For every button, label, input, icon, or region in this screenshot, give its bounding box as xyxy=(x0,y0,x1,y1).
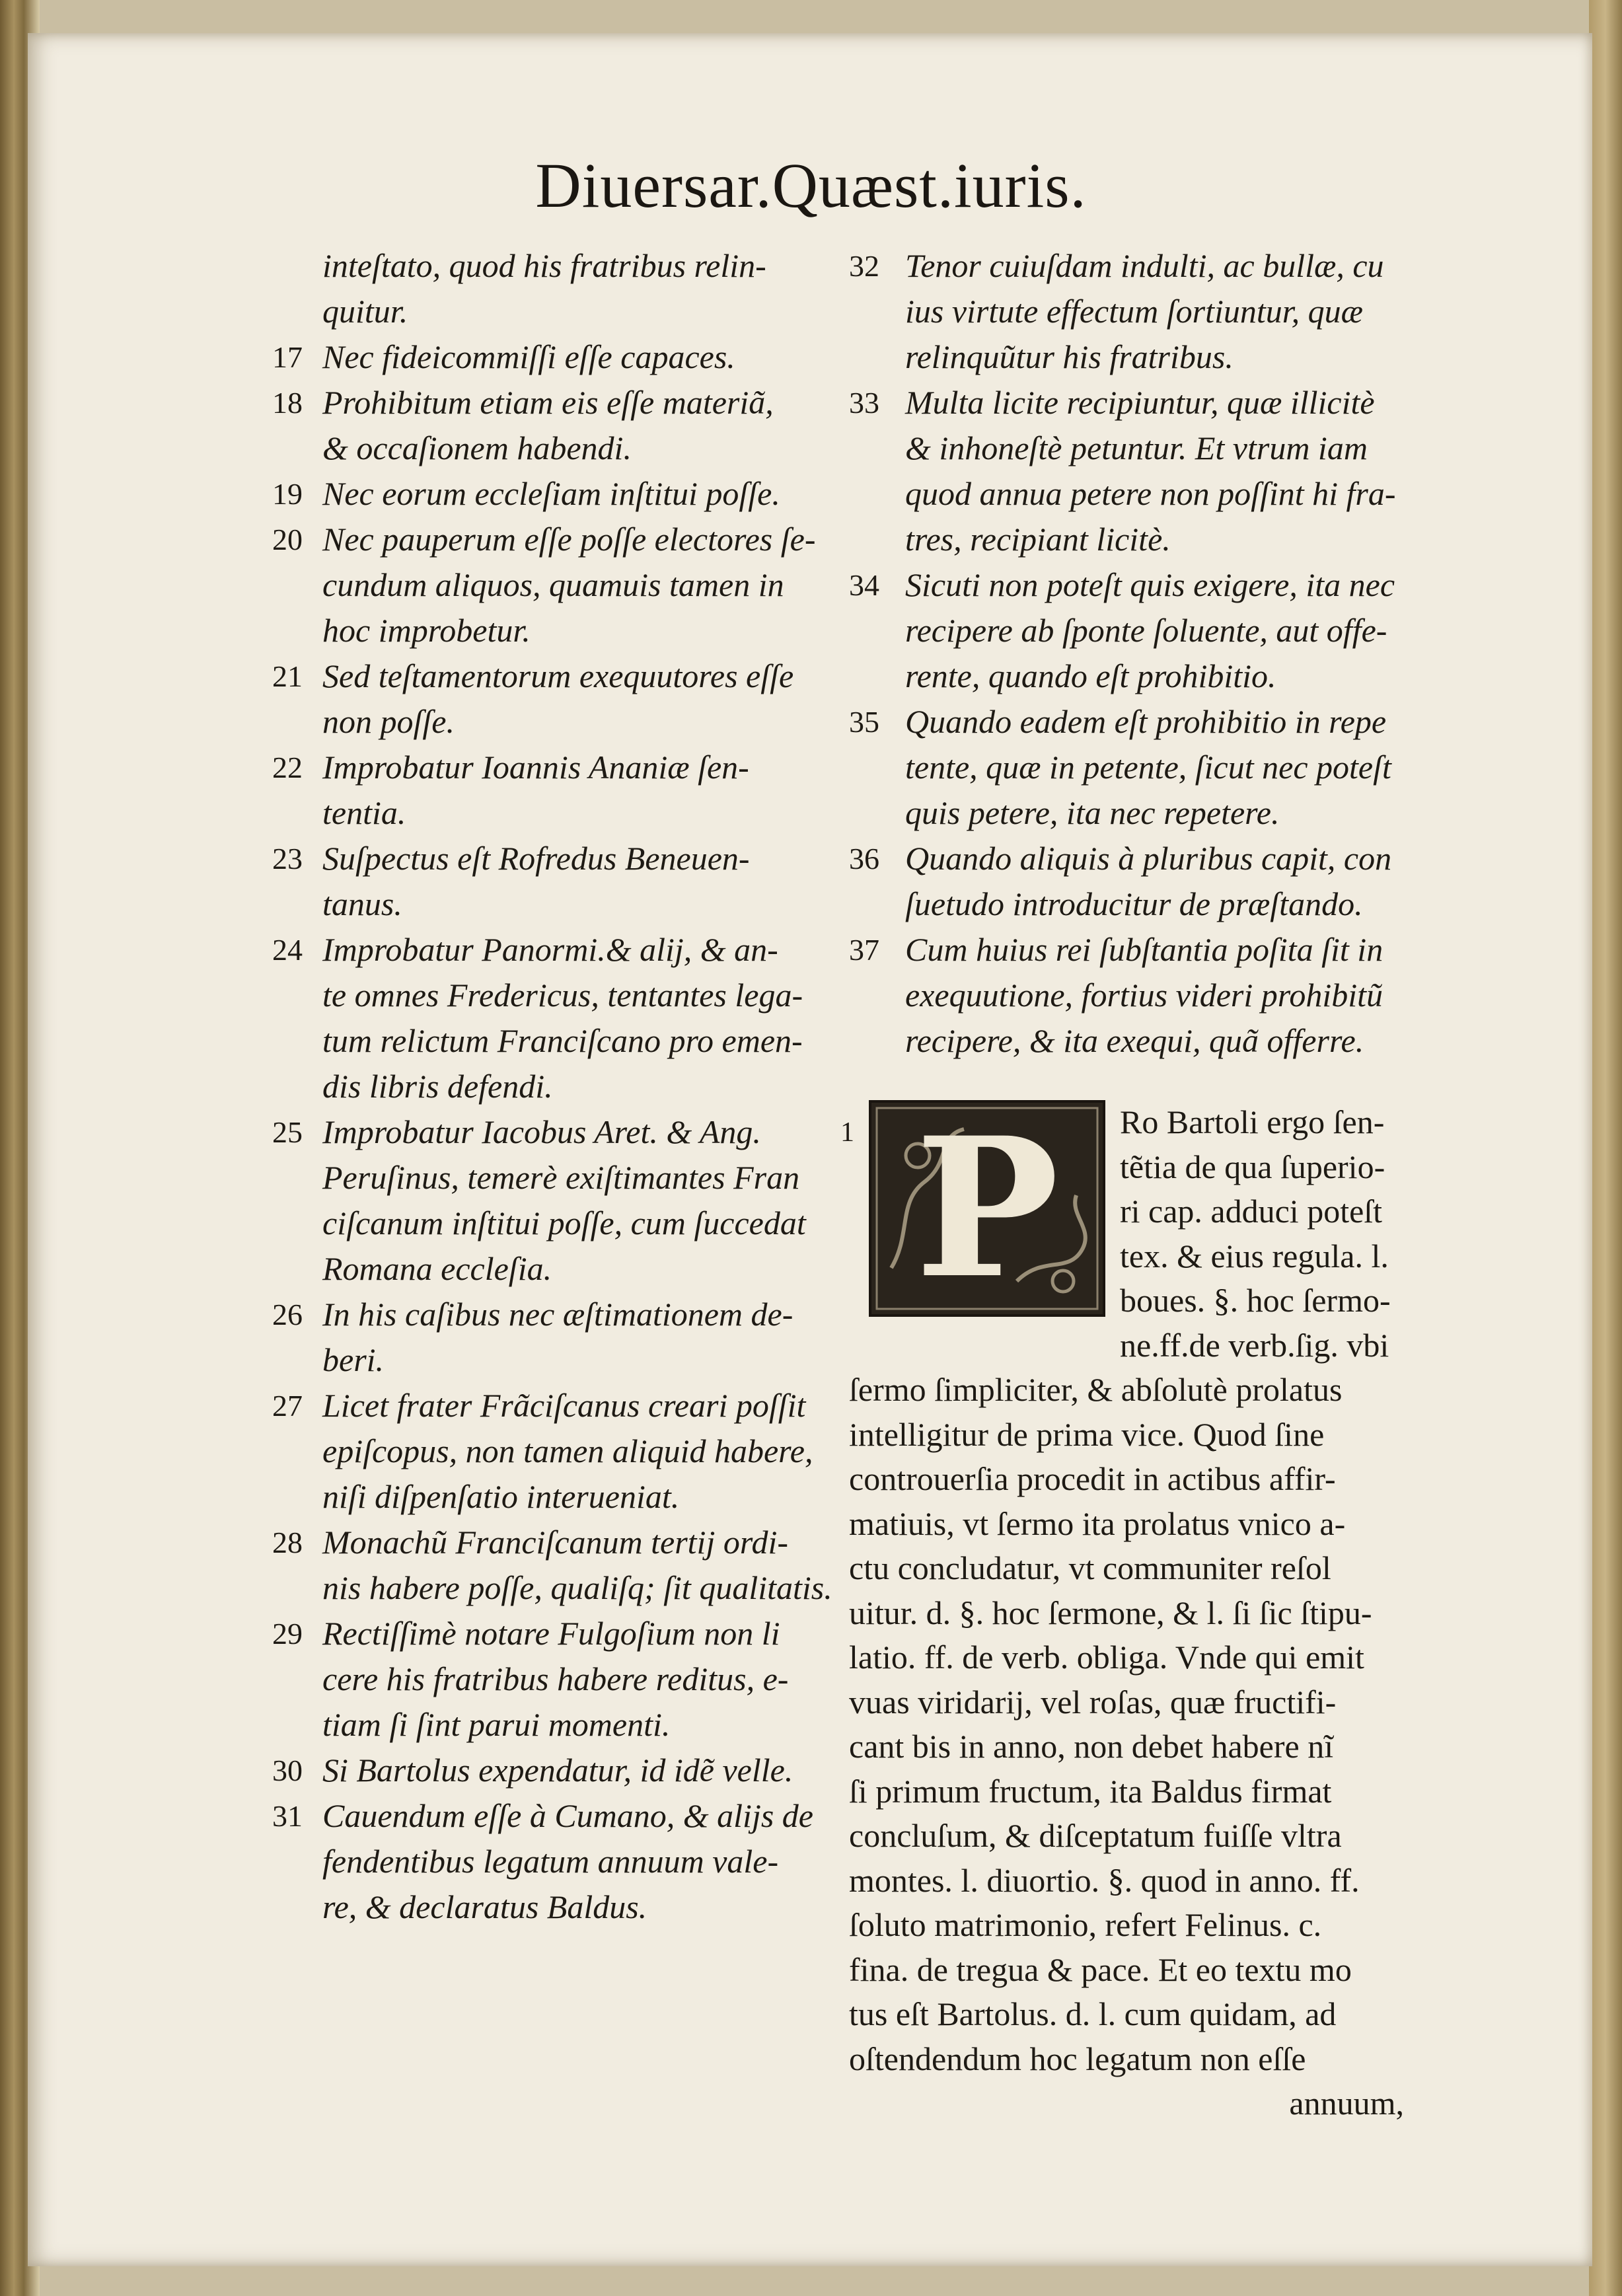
summary-line xyxy=(849,289,1401,334)
book-right-edge xyxy=(1589,0,1622,2296)
body-line: Ro Bartoli ergo ſen- xyxy=(1120,1103,1385,1140)
summary-line xyxy=(849,426,1401,471)
summary-text: Quando eadem eſt prohibitio in repe xyxy=(905,703,1387,740)
summary-line xyxy=(849,471,1401,517)
summary-line xyxy=(264,380,832,426)
summary-text: rente, quando eſt prohibitio. xyxy=(905,657,1276,694)
summary-number: 24 xyxy=(272,933,303,967)
summary-line xyxy=(264,426,832,471)
body-line: controuerſia procedit in actibus affir- xyxy=(849,1460,1336,1497)
summary-line xyxy=(849,699,1401,745)
summary-text: inteſtato, quod his fratribus relin- xyxy=(322,247,766,284)
summary-number: 31 xyxy=(272,1799,303,1833)
summary-line xyxy=(264,562,832,608)
summary-line xyxy=(264,1839,832,1884)
summary-text: Cum huius rei ſubſtantia poſita ſit in xyxy=(905,931,1383,968)
body-line: montes. l. diuortio. §. quod in anno. ff. xyxy=(849,1861,1360,1899)
summary-line xyxy=(264,1884,832,1930)
summary-line xyxy=(264,243,832,289)
body-text xyxy=(849,1096,1404,2126)
summary-line xyxy=(264,289,832,334)
summary-number: 33 xyxy=(849,386,879,420)
summary-line xyxy=(264,334,832,380)
section-number: 1 xyxy=(840,1117,854,1148)
summary-line xyxy=(849,973,1401,1018)
body-line: boues. §. hoc ſermo- xyxy=(1120,1282,1391,1319)
summary-line xyxy=(264,1611,832,1656)
body-line: oſtendendum hoc legatum non eſſe xyxy=(849,2040,1306,2077)
summary-line xyxy=(264,790,832,836)
body-line: intelligitur de prima vice. Quod ſine xyxy=(849,1415,1325,1453)
body-line: vuas viridarij, vel roſas, quæ fructifi- xyxy=(849,1683,1337,1721)
summary-text: hoc improbetur. xyxy=(322,612,531,649)
summary-text: recipere ab ſponte ſoluente, aut offe- xyxy=(905,612,1387,649)
summary-number: 35 xyxy=(849,705,879,739)
summary-text: quitur. xyxy=(322,293,408,330)
catchword: annuum, xyxy=(1289,2085,1404,2122)
summary-number: 26 xyxy=(272,1298,303,1331)
summary-number: 36 xyxy=(849,842,879,875)
summary-line xyxy=(264,1748,832,1793)
summary-text: cere his fratribus habere reditus, e- xyxy=(322,1660,789,1697)
summary-line xyxy=(264,1292,832,1337)
summary-text: epiſcopus, non tamen aliquid habere, xyxy=(322,1432,813,1469)
summary-line xyxy=(264,699,832,745)
body-line: ctu concludatur, vt communiter reſol xyxy=(849,1549,1331,1586)
summary-number: 20 xyxy=(272,523,303,556)
summary-text: Si Bartolus expendatur, id idẽ velle. xyxy=(322,1752,793,1789)
summary-number: 17 xyxy=(272,340,303,374)
body-line: tex. & eius regula. l. xyxy=(1120,1237,1389,1275)
summary-text: tanus. xyxy=(322,885,402,922)
summary-text: non poſſe. xyxy=(322,703,455,740)
summary-text: Suſpectus eſt Rofredus Beneuen- xyxy=(322,840,750,877)
summary-column-left xyxy=(264,243,832,1930)
summary-line xyxy=(849,653,1401,699)
body-line: ne.ff.de verb.ſig. vbi xyxy=(1120,1326,1389,1364)
summary-text: tum relictum Franciſcano pro emen- xyxy=(322,1022,803,1059)
summary-text: tiam ſi ſint parui momenti. xyxy=(322,1706,671,1743)
summary-number: 23 xyxy=(272,842,303,875)
summary-text: tentia. xyxy=(322,794,406,831)
summary-text: exequutione, fortius videri prohibitũ xyxy=(905,977,1383,1014)
summary-text: Romana eccleſia. xyxy=(322,1250,552,1287)
summary-line xyxy=(264,1246,832,1292)
body-line: ſoluto matrimonio, refert Felinus. c. xyxy=(849,1906,1322,1943)
summary-text: Nec eorum eccleſiam inſtitui poſſe. xyxy=(322,475,780,512)
summary-text: Nec pauperum eſſe poſſe electores ſe- xyxy=(322,521,816,558)
body-line: cant bis in anno, non debet habere nĩ xyxy=(849,1728,1334,1765)
summary-text: Quando aliquis à pluribus capit, con xyxy=(905,840,1392,877)
summary-line xyxy=(264,973,832,1018)
summary-line xyxy=(849,836,1401,881)
summary-text: fendentibus legatum annuum vale- xyxy=(322,1843,779,1880)
summary-line xyxy=(264,1155,832,1201)
summary-line xyxy=(849,745,1401,790)
summary-line xyxy=(264,1383,832,1428)
summary-line xyxy=(264,1337,832,1383)
summary-line xyxy=(264,1201,832,1246)
summary-text: tente, quæ in petente, ſicut nec poteſt xyxy=(905,749,1391,786)
summary-text: Licet frater Frãciſcanus creari poſſit xyxy=(322,1387,806,1424)
summary-number: 21 xyxy=(272,659,303,693)
body-line: tus eſt Bartolus. d. l. cum quidam, ad xyxy=(849,1995,1337,2032)
body-line: concluſum, & diſceptatum fuiſſe vltra xyxy=(849,1817,1342,1854)
summary-text: Sicuti non poteſt quis exigere, ita nec xyxy=(905,566,1395,603)
summary-text: recipere, & ita exequi, quã offerre. xyxy=(905,1022,1364,1059)
summary-text: Multa licite recipiuntur, quæ illicitè xyxy=(905,384,1375,421)
summary-number: 18 xyxy=(272,386,303,420)
summary-line xyxy=(849,380,1401,426)
summary-text: Sed teſtamentorum exequutores eſſe xyxy=(322,657,794,694)
decorated-initial xyxy=(869,1096,1105,1321)
summary-number: 19 xyxy=(272,477,303,511)
summary-text: cundum aliquos, quamuis tamen in xyxy=(322,566,784,603)
body-line: latio. ff. de verb. obliga. Vnde qui emit xyxy=(849,1639,1364,1676)
summary-text: ciſcanum inſtitui poſſe, cum ſuccedat xyxy=(322,1204,806,1241)
summary-number: 37 xyxy=(849,933,879,967)
summary-text: beri. xyxy=(322,1341,385,1378)
summary-line xyxy=(849,790,1401,836)
body-line: tẽtia de qua ſuperio- xyxy=(1120,1148,1385,1185)
summary-text: re, & declaratus Baldus. xyxy=(322,1888,647,1925)
summary-text: te omnes Fredericus, tentantes lega- xyxy=(322,977,803,1014)
summary-number: 22 xyxy=(272,751,303,784)
summary-line xyxy=(849,334,1401,380)
summary-text: & occaſionem habendi. xyxy=(322,429,632,466)
summary-text: & inhoneſtè petuntur. Et vtrum iam xyxy=(905,429,1368,466)
summary-line xyxy=(264,1656,832,1702)
summary-line xyxy=(264,1474,832,1520)
summary-text: quod annua petere non poſſint hi fra- xyxy=(905,475,1396,512)
summary-line xyxy=(264,1793,832,1839)
summary-line xyxy=(264,1018,832,1064)
summary-text: Improbatur Ioannis Ananiæ ſen- xyxy=(322,749,749,786)
summary-text: Prohibitum etiam eis eſſe materiã, xyxy=(322,384,774,421)
summary-line xyxy=(264,1702,832,1748)
summary-line xyxy=(264,836,832,881)
summary-text: tres, recipiant licitè. xyxy=(905,521,1171,558)
summary-text: ius virtute effectum ſortiuntur, quæ xyxy=(905,293,1364,330)
body-line: matiuis, vt ſermo ita prolatus vnico a- xyxy=(849,1504,1346,1542)
summary-text: Rectiſſimè notare Fulgoſium non li xyxy=(322,1615,780,1652)
summary-text: dis libris defendi. xyxy=(322,1068,553,1105)
summary-line xyxy=(264,1064,832,1109)
summary-line xyxy=(264,1109,832,1155)
summary-line xyxy=(264,1565,832,1611)
summary-number: 28 xyxy=(272,1526,303,1559)
summary-text: In his caſibus nec æſtimationem de- xyxy=(322,1296,793,1333)
summary-line xyxy=(264,745,832,790)
summary-line xyxy=(264,653,832,699)
summary-text: Monachũ Franciſcanum tertij ordi- xyxy=(322,1524,788,1561)
summary-number: 29 xyxy=(272,1617,303,1650)
summary-text: Tenor cuiuſdam indulti, ac bullæ, cu xyxy=(905,247,1384,284)
summary-line xyxy=(849,927,1401,973)
summary-line xyxy=(264,608,832,653)
summary-text: relinquũtur his fratribus. xyxy=(905,338,1234,375)
summary-line xyxy=(849,517,1401,562)
summary-line xyxy=(264,1428,832,1474)
body-line: ri cap. adduci poteſt xyxy=(1120,1193,1383,1230)
summary-text: ſuetudo introducitur de præſtando. xyxy=(905,885,1363,922)
body-line: uitur. d. §. hoc ſermone, & l. ſi ſic ſtipu- xyxy=(849,1594,1372,1631)
summary-number: 34 xyxy=(849,568,879,602)
summary-line xyxy=(264,471,832,517)
summary-line xyxy=(264,1520,832,1565)
summary-text: Improbatur Panormi.& alij, & an- xyxy=(322,931,778,968)
summary-column-right xyxy=(849,243,1401,1064)
summary-text: niſi diſpenſatio interueniat. xyxy=(322,1478,680,1515)
body-line: ſermo ſimpliciter, & abſolutè prolatus xyxy=(849,1371,1343,1408)
summary-text: nis habere poſſe, qualiſq; ſit qualitatis. xyxy=(322,1569,832,1606)
summary-text: quis petere, ita nec repetere. xyxy=(905,794,1280,831)
summary-text: Nec fideicommiſſi eſſe capaces. xyxy=(322,338,735,375)
summary-number: 27 xyxy=(272,1389,303,1423)
summary-line xyxy=(849,1018,1401,1064)
summary-number: 32 xyxy=(849,249,879,283)
initial-letter: P xyxy=(914,1096,1060,1321)
summary-number: 30 xyxy=(272,1754,303,1787)
summary-line xyxy=(849,881,1401,927)
summary-number: 25 xyxy=(272,1115,303,1149)
summary-line xyxy=(264,517,832,562)
summary-line xyxy=(849,562,1401,608)
summary-line xyxy=(849,243,1401,289)
body-line: ſi primum fructum, ita Baldus firmat xyxy=(849,1772,1332,1810)
summary-text: Peruſinus, temerè exiſtimantes Fran xyxy=(322,1159,800,1196)
body-line: fina. de tregua & pace. Et eo textu mo xyxy=(849,1950,1352,1988)
summary-line xyxy=(264,881,832,927)
summary-line xyxy=(264,927,832,973)
summary-line xyxy=(849,608,1401,653)
summary-text: Improbatur Iacobus Aret. & Ang. xyxy=(322,1113,761,1150)
summary-text: Cauendum eſſe à Cumano, & alijs de xyxy=(322,1797,813,1834)
running-header: Diuersar.Quæst.iuris. xyxy=(535,150,1087,221)
